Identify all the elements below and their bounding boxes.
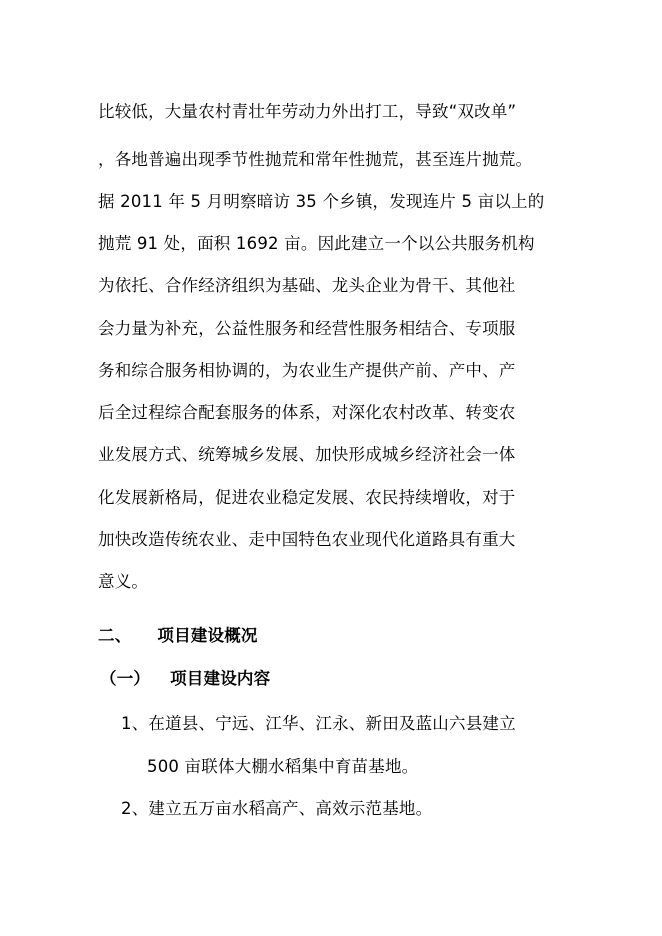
- body-line: 为依托、合作经济组织为基础、龙头企业为骨干、其他社: [98, 276, 516, 295]
- list-item-continuation: 500 亩联体大棚水稻集中育苗基地。: [147, 757, 419, 776]
- list-item-text: 建立五万亩水稻高产、高效示范基地。: [148, 799, 433, 818]
- body-line: 意义。: [98, 572, 149, 591]
- list-item: [121, 797, 432, 821]
- list-item-number: 2、: [121, 799, 149, 818]
- section-heading: [98, 624, 258, 648]
- body-line: 化发展新格局，促进农业稳定发展、农民持续增收，对于: [98, 488, 516, 507]
- body-line: 会力量为补充，公益性服务和经营性服务相结合、专项服: [98, 319, 516, 338]
- body-line: 业发展方式、统筹城乡发展、加快形成城乡经济社会一体: [98, 445, 516, 464]
- body-line: 据 2011 年 5 月明察暗访 35 个乡镇，发现连片 5 亩以上的: [98, 192, 545, 211]
- body-line: 抛荒 91 处，面积 1692 亩。因此建立一个以公共服务机构: [98, 234, 535, 253]
- body-line: 加快改造传统农业、走中国特色农业现代化道路具有重大: [98, 530, 516, 549]
- body-line: 比较低，大量农村青壮年劳动力外出打工，导致“双改单”: [98, 102, 517, 121]
- section-title: 项目建设概况: [157, 626, 258, 645]
- body-line: 后全过程综合配套服务的体系，对深化农村改革、转变农: [98, 403, 516, 422]
- subsection-number: （一）: [100, 669, 151, 688]
- list-item: [121, 712, 516, 736]
- section-number: 二、: [98, 626, 132, 645]
- subsection-title: 项目建设内容: [170, 669, 271, 688]
- list-item-text: 在道县、宁远、江华、江永、新田及蓝山六县建立: [148, 714, 516, 733]
- list-item-number: 1、: [121, 714, 149, 733]
- body-line: ，各地普遍出现季节性抛荒和常年性抛荒，甚至连片抛荒。: [98, 150, 533, 169]
- subsection-heading: [100, 667, 270, 691]
- body-line: 务和综合服务相协调的，为农业生产提供产前、产中、产: [98, 361, 516, 380]
